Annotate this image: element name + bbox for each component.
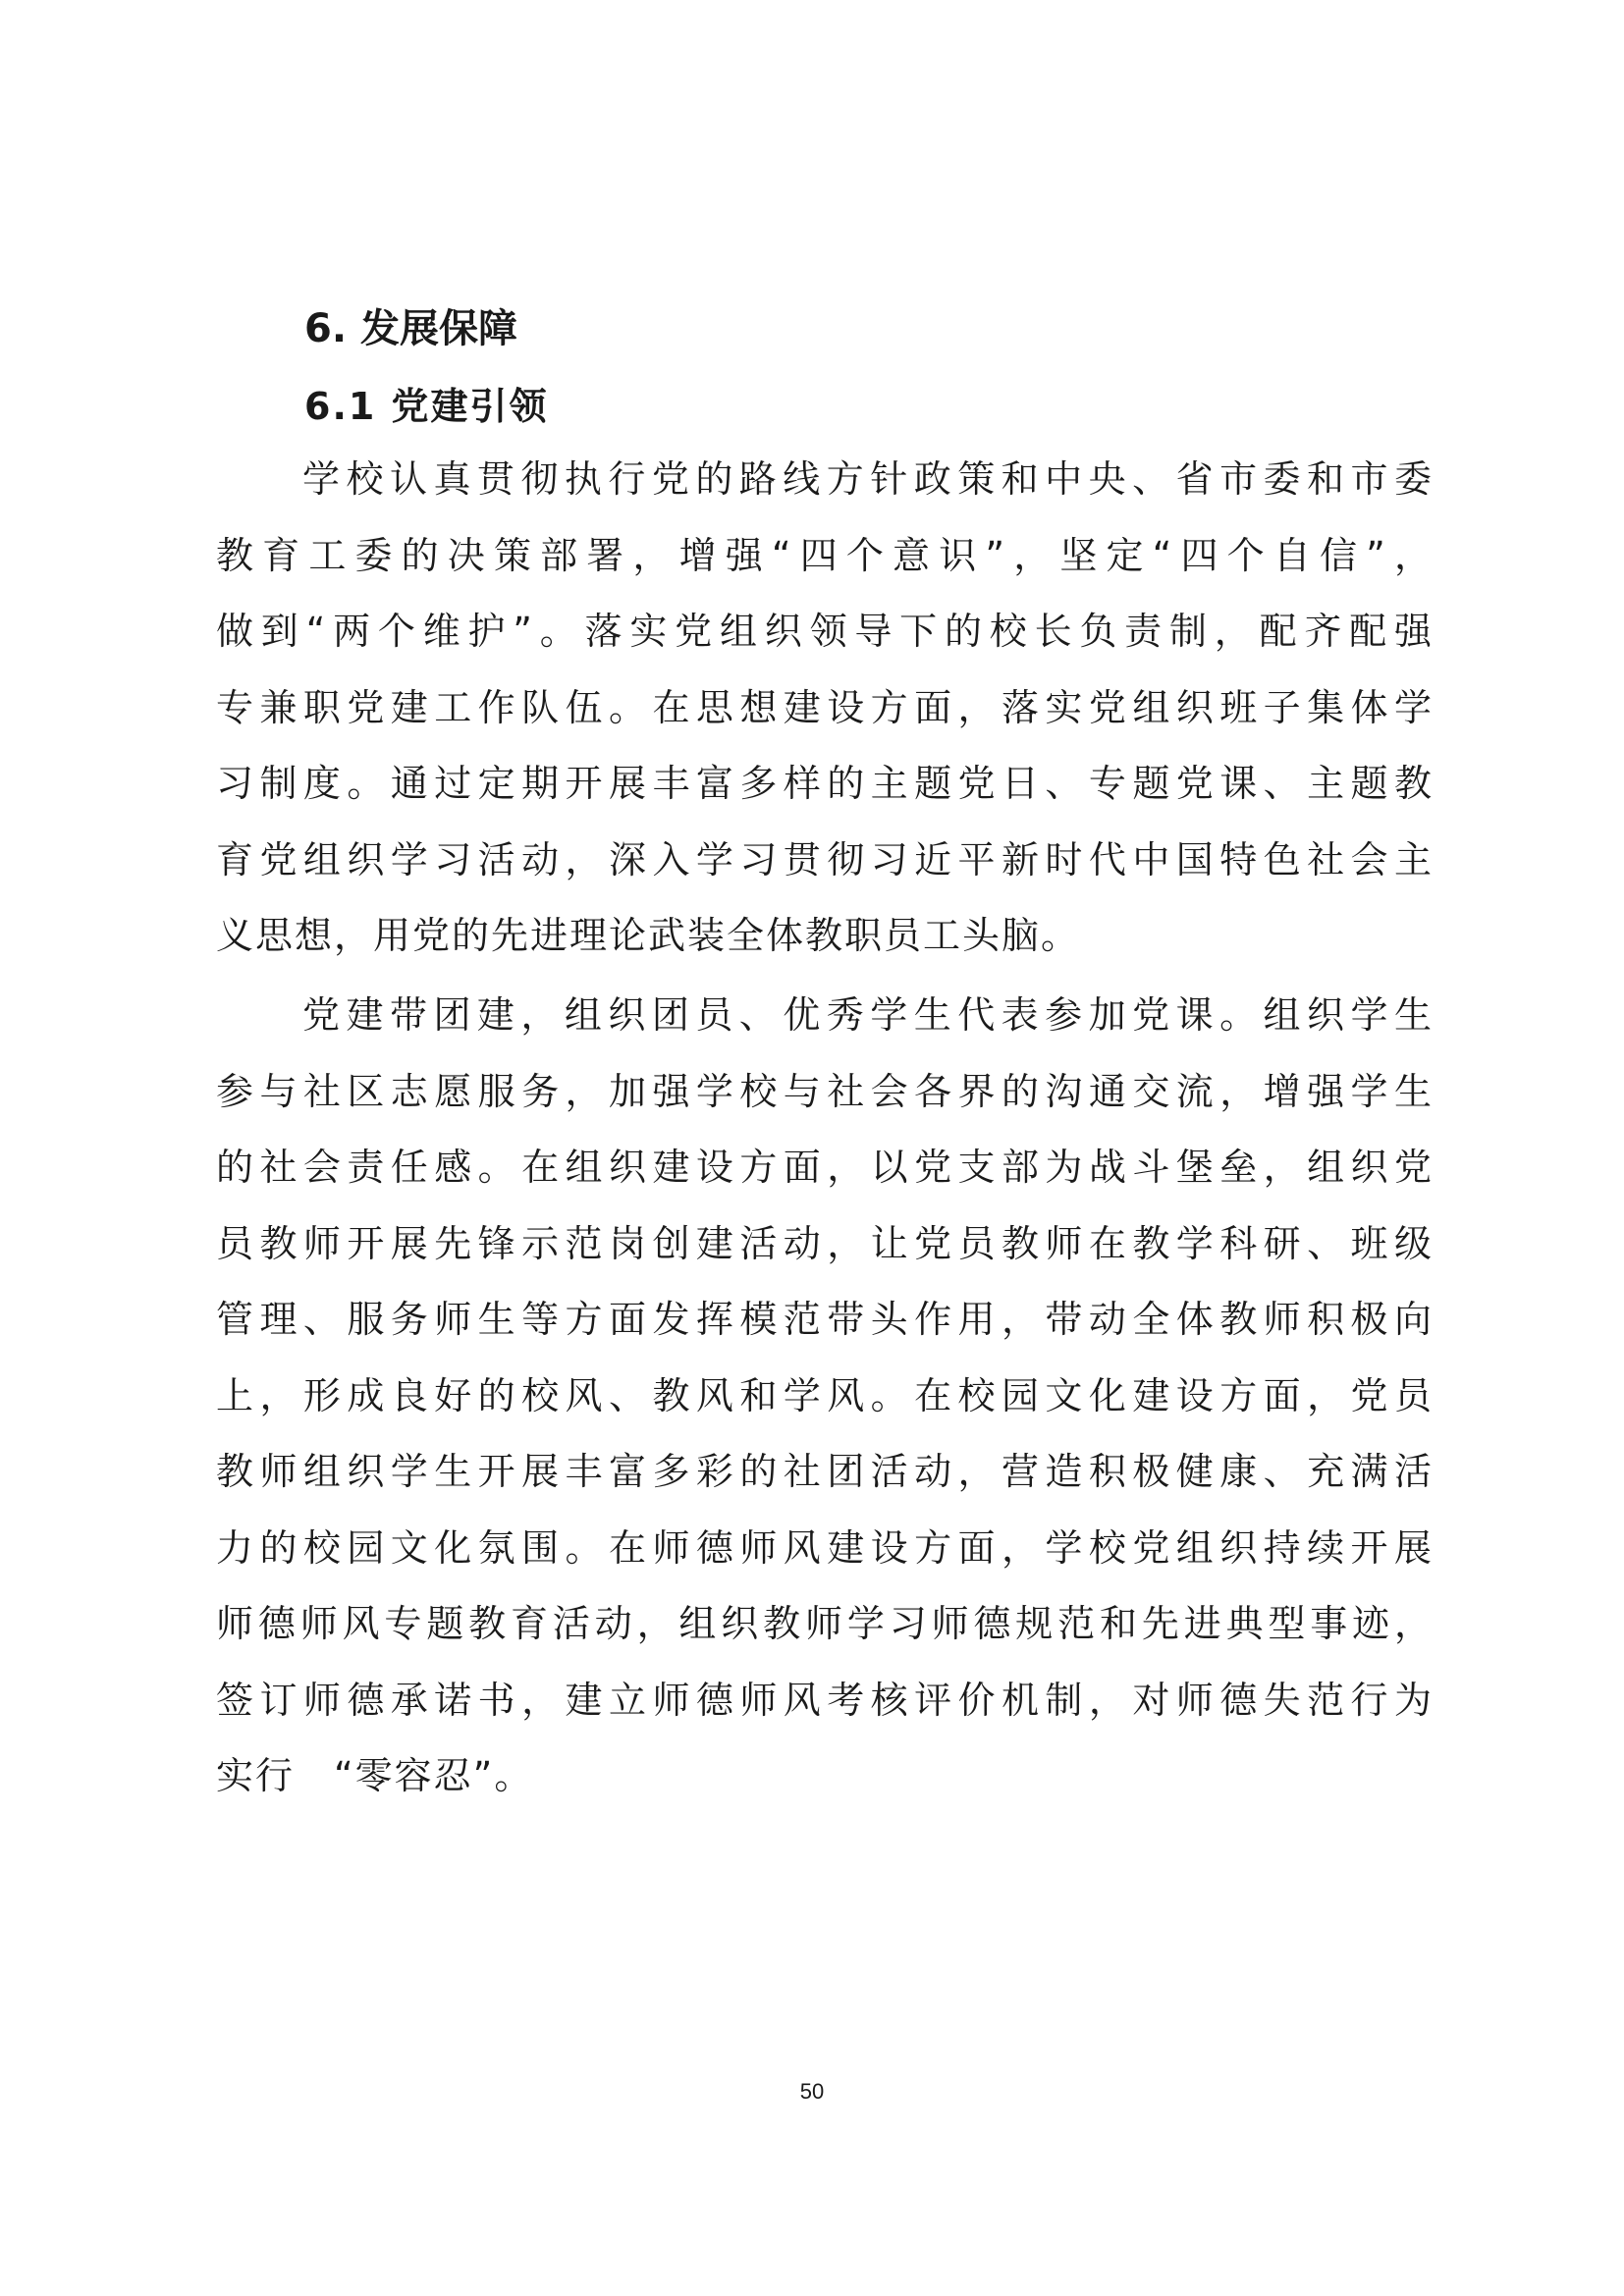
text-line: 的社会责任感。在组织建设方面，以党支部为战斗堡垒，组织党: [216, 1146, 1434, 1189]
text-line: 管理、服务师生等方面发挥模范带头作用，带动全体教师积极向: [216, 1298, 1434, 1341]
text-line: 员教师开展先锋示范岗创建活动，让党员教师在教学科研、班级: [216, 1221, 1434, 1265]
text-line: 签订师德承诺书，建立师德师风考核评价机制，对师德失范行为: [216, 1678, 1434, 1722]
text-line: 上，形成良好的校风、教风和学风。在校园文化建设方面，党员: [216, 1373, 1434, 1417]
text-line: 育党组织学习活动，深入学习贯彻习近平新时代中国特色社会主: [216, 837, 1434, 881]
text-line: 习制度。通过定期开展丰富多样的主题党日、专题党课、主题教: [216, 762, 1434, 805]
paragraph-2: [216, 978, 1434, 1815]
text-line: 专兼职党建工作队伍。在思想建设方面，落实党组织班子集体学: [216, 685, 1434, 729]
text-line: 实行 “零容忍”。: [216, 1754, 534, 1797]
subsection-heading: 6.1 党建引领: [304, 385, 549, 428]
text-line: 力的校园文化氛围。在师德师风建设方面，学校党组织持续开展: [216, 1525, 1434, 1570]
text-line: 教师组织学生开展丰富多彩的社团活动，营造积极健康、充满活: [216, 1450, 1434, 1493]
text-line: 教育工委的决策部署，增强“四个意识”，坚定“四个自信”，: [216, 533, 1434, 577]
text-line: 义思想，用党的先进理论武装全体教职员工头脑。: [216, 914, 1081, 957]
text-line: 师德师风专题教育活动，组织教师学习师德规范和先进典型事迹，: [216, 1602, 1434, 1645]
page-number: 50: [799, 2079, 825, 2104]
text-line: 做到“两个维护”。落实党组织领导下的校长负责制，配齐配强: [216, 610, 1434, 653]
section-heading: 6. 发展保障: [304, 306, 517, 351]
text-line: 参与社区志愿服务，加强学校与社会各界的沟通交流，增强学生: [216, 1069, 1434, 1113]
text-line: 学校认真贯彻执行党的路线方针政策和中央、省市委和市委: [302, 457, 1434, 501]
text-line: 党建带团建，组织团员、优秀学生代表参加党课。组织学生: [302, 993, 1434, 1037]
paragraph-1: [216, 442, 1434, 975]
